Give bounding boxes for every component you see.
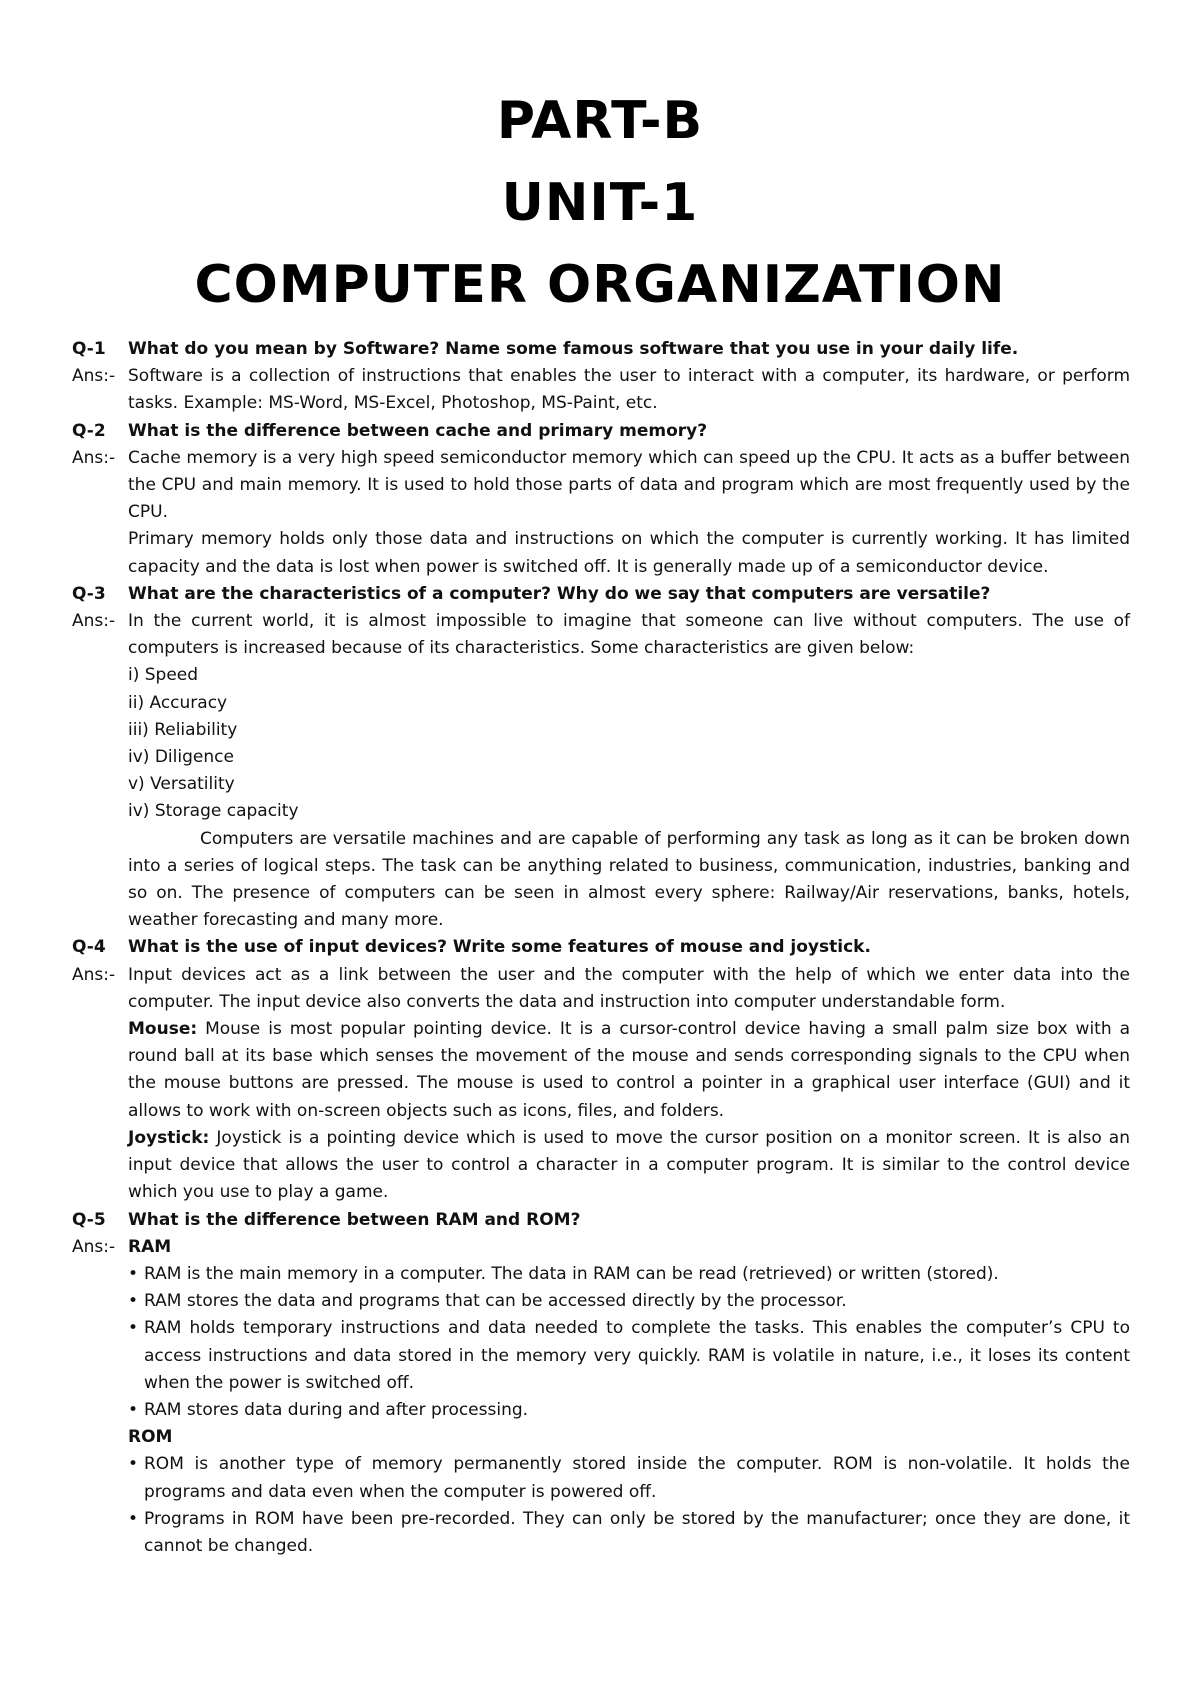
ram-heading: RAM xyxy=(128,1236,172,1257)
subject-title: COMPUTER ORGANIZATION xyxy=(194,255,1006,315)
answer-3-paragraph-2: Computers are versatile machines and are capable of performing any task as long as it can be broken down into a series of logical steps. The task can be anything related to business, communication, industries, banking and so on. The presence of computers can be seen in almost every sphere: Railway/Air reservations, banks, hotels, weather forecasting and many more. xyxy=(128,828,1130,931)
question-number: Q-5 xyxy=(72,1209,106,1230)
bullet-icon: • xyxy=(128,1508,139,1529)
list-item: iv) Storage capacity xyxy=(128,801,299,822)
question-number: Q-4 xyxy=(72,937,106,958)
mouse-paragraph xyxy=(72,1016,1130,1125)
question-number: Q-1 xyxy=(72,339,106,359)
question-text: What do you mean by Software? Name some famous software that you use in your daily life. xyxy=(128,339,1019,359)
question-number: Q-2 xyxy=(72,420,106,441)
bullet-text: RAM stores data during and after processing. xyxy=(144,1399,529,1420)
bullet-icon: • xyxy=(128,1263,139,1284)
rom-heading: ROM xyxy=(128,1427,173,1448)
bullet-icon: • xyxy=(128,1291,139,1312)
bullet-text: RAM stores the data and programs that can be accessed directly by the processor. xyxy=(144,1291,847,1312)
answer-label: Ans:- xyxy=(72,611,116,632)
ram-bullet-item xyxy=(72,1397,1130,1424)
answer-label: Ans:- xyxy=(72,447,116,468)
mouse-label: Mouse: xyxy=(128,1019,198,1040)
question-1 xyxy=(72,336,1130,363)
answer-label: Ans:- xyxy=(72,366,116,387)
answer-4 xyxy=(72,962,1130,1016)
bullet-text: Programs in ROM have been pre-recorded. They can only be stored by the manufacturer; once they are done, it cannot be changed. xyxy=(144,1508,1130,1556)
question-3 xyxy=(72,581,1130,608)
list-item: i) Speed xyxy=(128,665,199,686)
answer-text: Cache memory is a very high speed semiconductor memory which can speed up the CPU. It acts as a buffer between the CPU and main memory. It is used to hold those parts of data and program which are most frequently used by the CPU. xyxy=(128,447,1130,523)
list-item: v) Versatility xyxy=(128,774,235,795)
answer-5 xyxy=(72,1234,1130,1261)
question-5 xyxy=(72,1207,1130,1234)
question-text: What is the difference between cache and primary memory? xyxy=(128,420,708,441)
answer-3 xyxy=(72,608,1130,662)
ram-bullet-item xyxy=(72,1315,1130,1397)
answer-label: Ans:- xyxy=(72,1236,116,1257)
part-title: PART-B xyxy=(496,91,704,151)
answer-label: Ans:- xyxy=(72,964,116,985)
rom-bullet-item xyxy=(72,1506,1130,1560)
question-number: Q-3 xyxy=(72,583,106,604)
mouse-text: Mouse is most popular pointing device. It is a cursor-control device having a small palm size box with a round ball at its base which senses the movement of the mouse and sends corresponding signals to the CPU when the mouse buttons are pressed. The mouse is used to control a pointer in a graphical user interface (GUI) and it allows to work with on-screen objects such as icons, files, and folders. xyxy=(128,1019,1130,1121)
bullet-text: ROM is another type of memory permanently stored inside the computer. ROM is non-volatile. It holds the programs and data even when the computer is powered off. xyxy=(144,1454,1130,1502)
list-item: iii) Reliability xyxy=(128,719,238,740)
ram-bullet-item xyxy=(72,1261,1130,1288)
bullet-icon: • xyxy=(128,1318,139,1339)
qa-content xyxy=(72,336,1130,1560)
bullet-icon: • xyxy=(128,1454,139,1475)
unit-title: UNIT-1 xyxy=(501,173,699,233)
list-item: iv) Diligence xyxy=(128,747,234,768)
question-text: What is the use of input devices? Write some features of mouse and joystick. xyxy=(128,937,871,958)
question-text: What is the difference between RAM and ROM? xyxy=(128,1209,581,1230)
question-text: What are the characteristics of a computer? Why do we say that computers are versatile? xyxy=(128,583,991,604)
joystick-text: Joystick is a pointing device which is used to move the cursor position on a monitor screen. It is also an input device that allows the user to control a character in a computer program. It is similar to the control device which you use to play a game. xyxy=(128,1127,1130,1203)
answer-text: Input devices act as a link between the user and the computer with the help of which we enter data into the computer. The input device also converts the data and instruction into computer understandable form. xyxy=(128,964,1130,1012)
answer-2 xyxy=(72,445,1130,527)
joystick-paragraph xyxy=(72,1125,1130,1207)
bullet-icon: • xyxy=(128,1399,139,1420)
bullet-text: RAM holds temporary instructions and data needed to complete the tasks. This enables the computer’s CPU to access instructions and data stored in the memory very quickly. RAM is volatile in nature, i.e., it loses its content when the power is switched off. xyxy=(144,1318,1130,1393)
ram-bullet-item xyxy=(72,1288,1130,1315)
bullet-text: RAM is the main memory in a computer. The data in RAM can be read (retrieved) or written (stored). xyxy=(144,1263,999,1284)
answer-1 xyxy=(72,363,1130,417)
list-item: ii) Accuracy xyxy=(128,692,228,713)
joystick-label: Joystick: xyxy=(128,1127,210,1148)
question-4 xyxy=(72,934,1130,961)
answer-2-paragraph-2: Primary memory holds only those data and instructions on which the computer is currently working. It has limited capacity and the data is lost when power is switched off. It is generally made up of a semiconductor device. xyxy=(128,529,1130,577)
title-block xyxy=(0,80,1200,326)
rom-bullet-item xyxy=(72,1451,1130,1505)
answer-text: Software is a collection of instructions that enables the user to interact with a computer, its hardware, or perform tasks. Example: MS-Word, MS-Excel, Photoshop, MS-Paint, etc. xyxy=(128,366,1130,414)
question-2 xyxy=(72,418,1130,445)
answer-text: In the current world, it is almost impossible to imagine that someone can live without computers. The use of computers is increased because of its characteristics. Some characteristics are given below: xyxy=(128,611,1130,659)
